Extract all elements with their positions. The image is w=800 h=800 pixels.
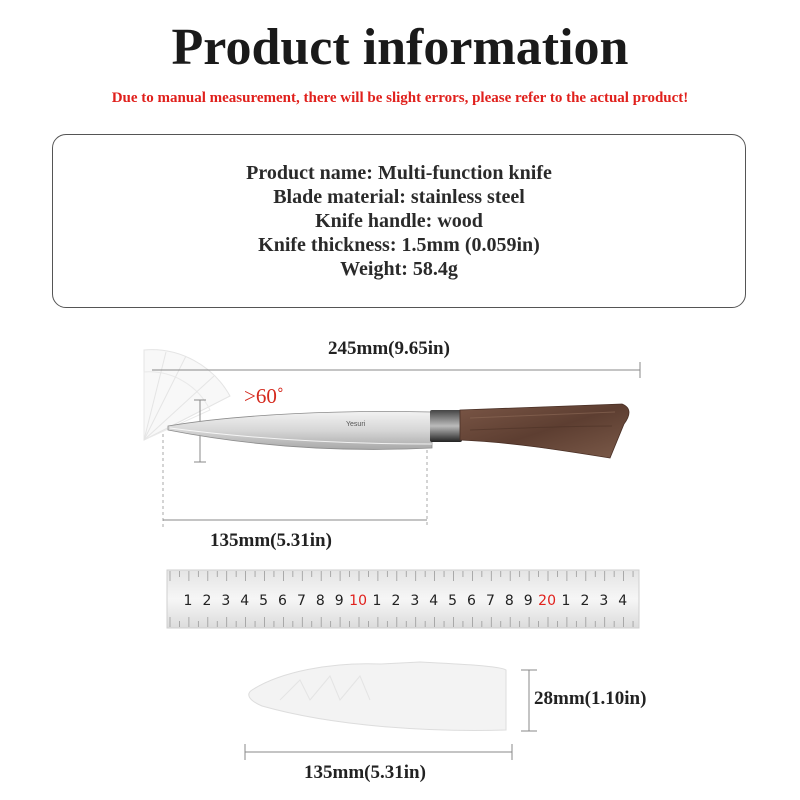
info-handle: Knife handle: wood	[315, 210, 483, 232]
knife-brand-label: Yesuri	[346, 421, 366, 428]
ruler-number: 4	[618, 593, 628, 609]
sheath-height-label: 28mm(1.10in)	[534, 688, 647, 709]
page-title: Product information	[171, 19, 629, 76]
ruler-number: 7	[485, 593, 495, 609]
ruler-number: 2	[580, 593, 590, 609]
ruler-number: 1	[372, 593, 382, 609]
ruler-number: 4	[429, 593, 439, 609]
ruler-number: 2	[391, 593, 401, 609]
ruler-number: 8	[504, 593, 514, 609]
total-length-label: 245mm(9.65in)	[328, 338, 450, 359]
ruler-number: 9	[334, 593, 344, 609]
ruler-number: 2	[202, 593, 212, 609]
ruler-number: 6	[278, 593, 287, 609]
sheath-icon	[249, 662, 506, 730]
measurement-warning: Due to manual measurement, there will be slight errors, please refer to the actual product!	[111, 90, 689, 106]
ruler-number: 7	[296, 593, 306, 609]
ruler-number: 6	[467, 593, 476, 609]
ruler-number: 9	[523, 593, 533, 609]
knife-icon	[168, 404, 629, 458]
ruler-number: 1	[183, 593, 193, 609]
ruler-number: 8	[315, 593, 325, 609]
ruler-number: 10	[349, 593, 368, 609]
ruler-number: 3	[410, 593, 420, 609]
ruler-number: 4	[240, 593, 250, 609]
info-blade-material: Blade material: stainless steel	[273, 186, 525, 208]
info-product-name: Product name: Multi-function knife	[246, 162, 552, 184]
sheath-length-label: 135mm(5.31in)	[304, 762, 426, 783]
blade-length-label: 135mm(5.31in)	[210, 530, 332, 551]
ruler-number: 20	[538, 593, 557, 609]
info-weight: Weight: 58.4g	[340, 258, 458, 280]
knife-ferrule	[430, 410, 462, 442]
angle-label: >60˚	[244, 384, 284, 408]
ruler-number: 1	[561, 593, 571, 609]
info-thickness: Knife thickness: 1.5mm (0.059in)	[258, 234, 540, 256]
ruler-number: 5	[448, 593, 458, 609]
ruler-number: 3	[221, 593, 231, 609]
ruler-number: 3	[599, 593, 609, 609]
ruler-number: 5	[259, 593, 269, 609]
